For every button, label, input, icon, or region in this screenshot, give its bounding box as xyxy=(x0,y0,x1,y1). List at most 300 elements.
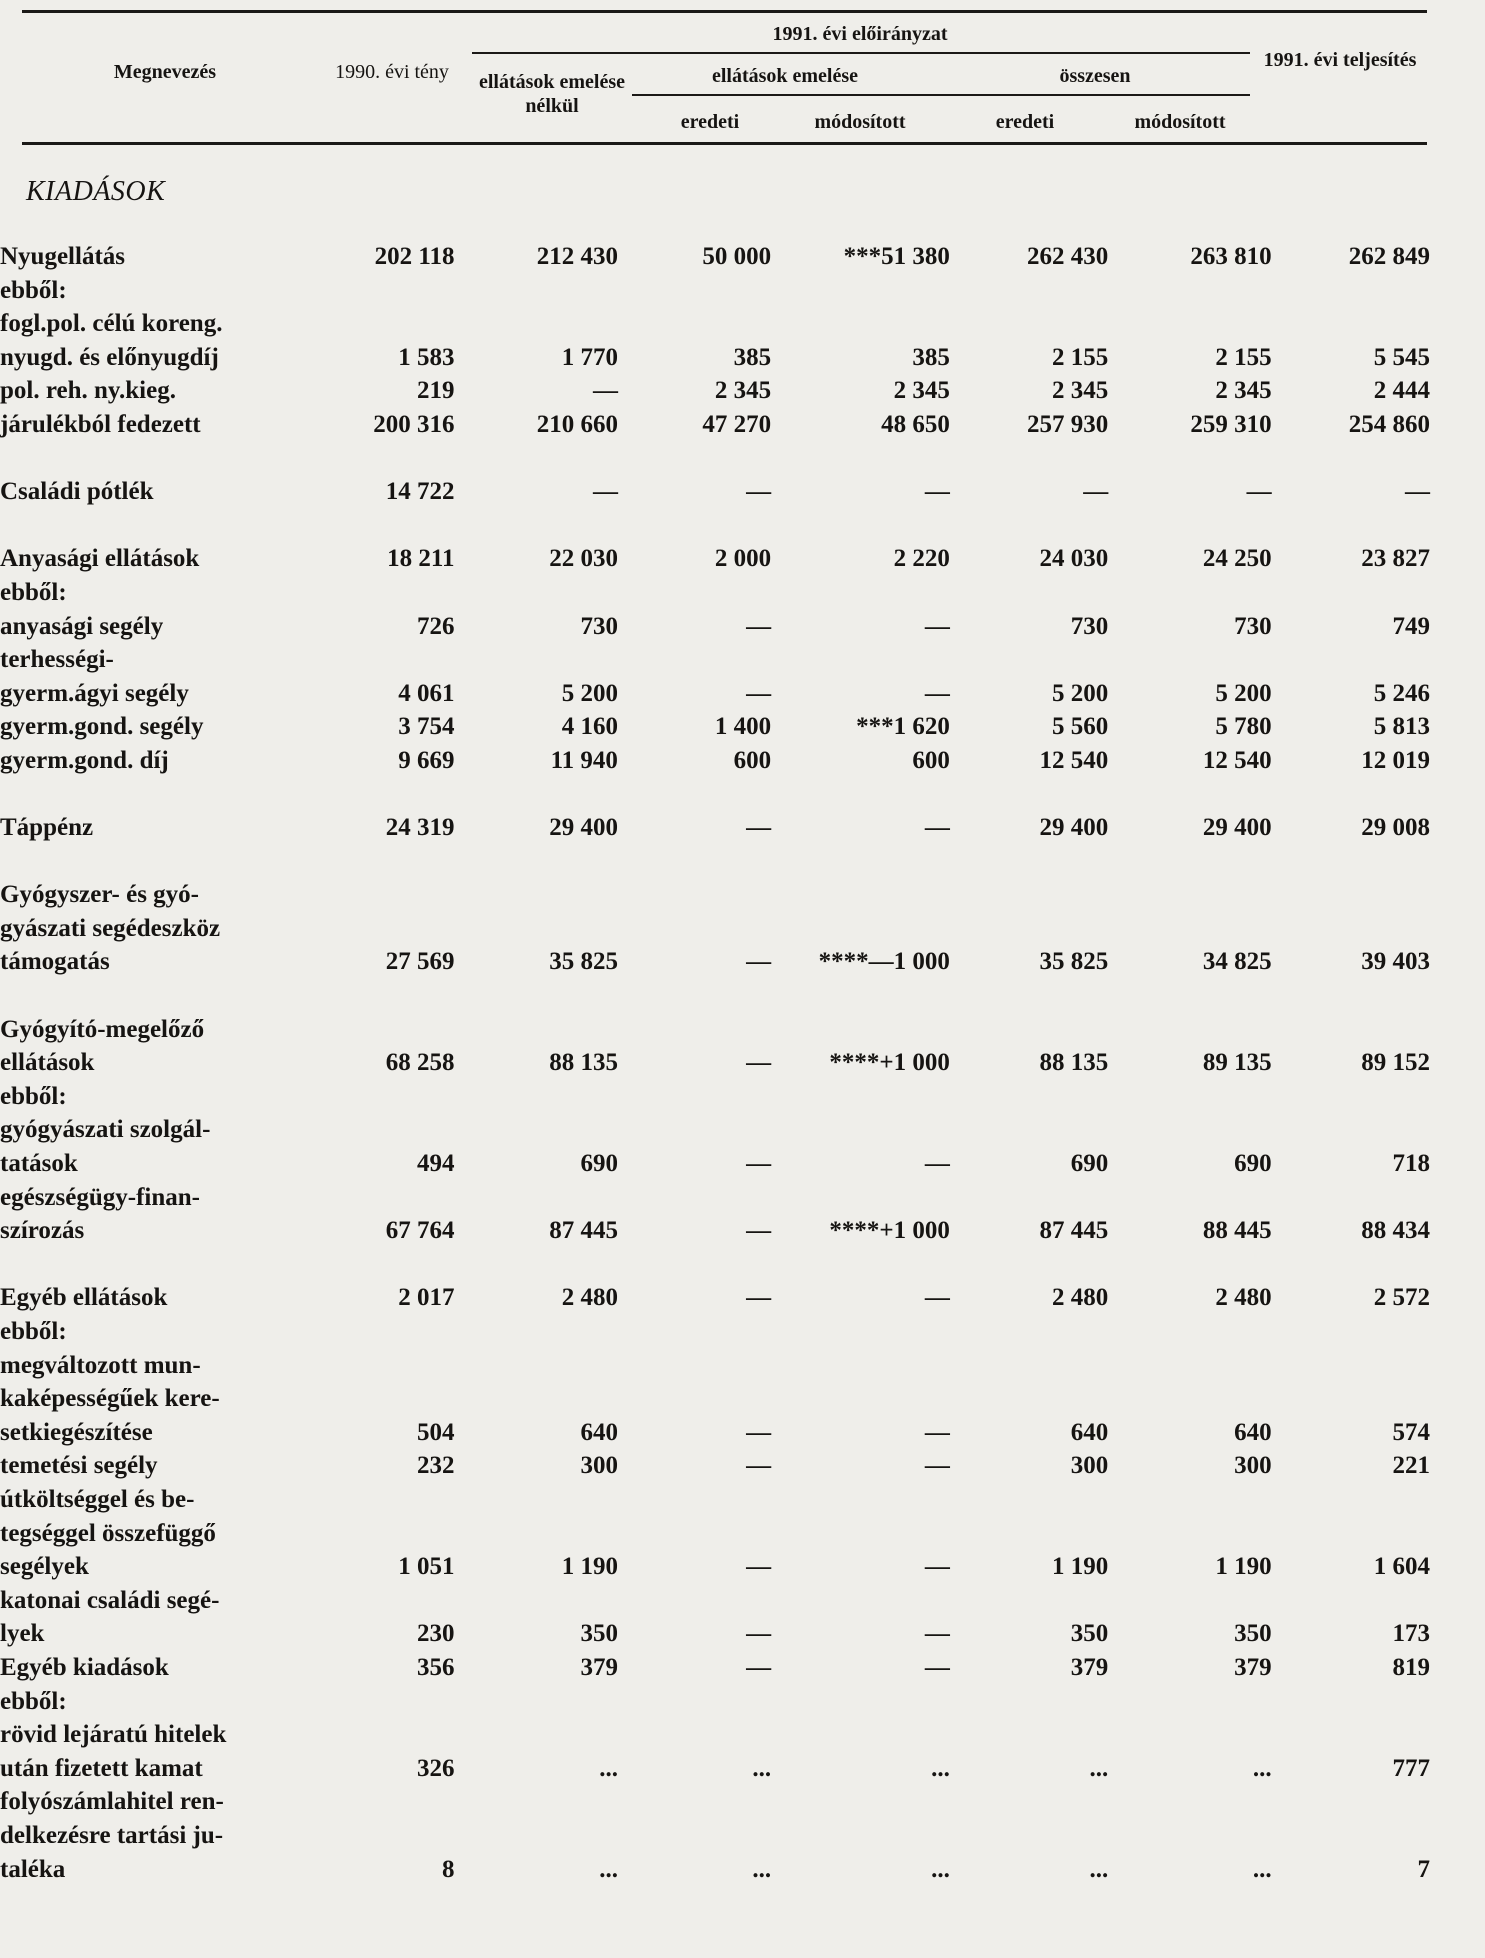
value-cell-c6 xyxy=(1108,1517,1271,1551)
value-cell-c3 xyxy=(618,1315,771,1349)
value-cell-c2 xyxy=(455,643,618,677)
row-label: Gyógyszer- és gyó- xyxy=(0,881,200,909)
table-row xyxy=(0,1819,1430,1853)
value-cell-c5: 87 445 xyxy=(1039,1217,1109,1245)
value-cell-c1 xyxy=(327,274,455,308)
table-row xyxy=(0,677,1430,711)
row-label: ebből: xyxy=(0,578,67,606)
value-cell-c6: ... xyxy=(1252,1855,1272,1883)
row-label-cell xyxy=(0,374,327,408)
value-cell-c2 xyxy=(455,1315,618,1349)
value-cell-c6 xyxy=(1108,1819,1271,1853)
value-cell-c5 xyxy=(950,643,1108,677)
spacer-row xyxy=(0,778,1430,812)
value-cell-c6 xyxy=(1108,1785,1271,1819)
value-cell-c7: 39 403 xyxy=(1361,948,1430,976)
value-cell-c2: 730 xyxy=(580,612,618,640)
value-cell-c7 xyxy=(1272,643,1430,677)
value-cell-c2 xyxy=(455,1517,618,1551)
value-cell-c3 xyxy=(618,643,771,677)
value-cell-c6 xyxy=(1108,1584,1271,1618)
value-cell-c4 xyxy=(771,1483,950,1517)
value-cell-c1: 202 118 xyxy=(374,243,455,270)
value-cell-c4 xyxy=(771,912,950,946)
value-cell-c5: 640 xyxy=(1070,1418,1109,1446)
value-cell-c4 xyxy=(771,1349,950,1383)
value-cell-c2: 35 825 xyxy=(549,948,618,976)
value-cell-c5: 300 xyxy=(1070,1452,1109,1480)
value-cell-c5: 262 430 xyxy=(1026,243,1109,270)
value-cell-c2: ... xyxy=(599,1754,618,1782)
row-label: tegséggel összefüggő xyxy=(0,1519,216,1547)
table-row xyxy=(0,374,1430,408)
value-cell-c4: — xyxy=(924,612,950,640)
row-label: Gyógyító-megelőző xyxy=(0,1015,205,1043)
value-cell-c1 xyxy=(327,643,455,677)
value-cell-c1: 230 xyxy=(417,1620,455,1648)
spacer-cell xyxy=(0,778,1430,812)
row-label: ebből: xyxy=(0,1687,67,1715)
row-label-cell xyxy=(0,475,327,509)
value-cell-c3 xyxy=(618,1785,771,1819)
row-label-cell xyxy=(0,1819,327,1853)
value-cell-c4 xyxy=(771,878,950,912)
value-cell-c1: 1 051 xyxy=(398,1553,455,1581)
row-label: Egyéb ellátások xyxy=(0,1284,168,1312)
table-row xyxy=(0,1449,1430,1483)
value-cell-c3: — xyxy=(746,1150,772,1178)
value-cell-c5: 379 xyxy=(1070,1653,1109,1681)
table-row xyxy=(0,1685,1430,1719)
value-cell-c4: — xyxy=(924,1150,950,1178)
value-cell-c4 xyxy=(771,1315,950,1349)
value-cell-c1 xyxy=(327,1483,455,1517)
value-cell-c4 xyxy=(771,274,950,308)
value-cell-c2 xyxy=(455,1080,618,1114)
row-label: nyugd. és előnyugdíj xyxy=(0,343,219,371)
row-label-cell xyxy=(0,1349,327,1383)
value-cell-c1 xyxy=(327,912,455,946)
value-cell-c6: 88 445 xyxy=(1202,1217,1272,1245)
table-row xyxy=(0,1584,1430,1618)
table-row xyxy=(0,610,1430,644)
row-label: anyasági segély xyxy=(0,612,164,640)
value-cell-c1 xyxy=(327,1349,455,1383)
row-label: delkezésre tartási ju- xyxy=(0,1821,224,1849)
value-cell-c4: ... xyxy=(931,1855,950,1883)
row-label: járulékból fedezett xyxy=(0,410,201,438)
value-cell-c2 xyxy=(455,1819,618,1853)
value-cell-c1: 27 569 xyxy=(385,948,455,976)
value-cell-c6 xyxy=(1108,1013,1271,1047)
table-row xyxy=(0,1349,1430,1383)
value-cell-c5: 24 030 xyxy=(1039,545,1109,573)
value-cell-c1 xyxy=(327,1584,455,1618)
value-cell-c2 xyxy=(455,1718,618,1752)
value-cell-c3: — xyxy=(746,478,772,506)
value-cell-c7 xyxy=(1272,1718,1430,1752)
value-cell-c4 xyxy=(771,1685,950,1719)
row-label-cell xyxy=(0,1080,327,1114)
value-cell-c6: 24 250 xyxy=(1202,545,1272,573)
value-cell-c4 xyxy=(771,1382,950,1416)
value-cell-c2: 1 190 xyxy=(561,1553,618,1581)
value-cell-c3: — xyxy=(746,1653,772,1681)
value-cell-c7 xyxy=(1272,1315,1430,1349)
row-label-cell xyxy=(0,408,327,442)
value-cell-c2: 5 200 xyxy=(561,679,618,707)
table-row xyxy=(0,408,1430,442)
spacer-cell xyxy=(0,979,1430,1013)
row-label-cell xyxy=(0,1617,327,1651)
table-row xyxy=(0,1416,1430,1450)
value-cell-c5 xyxy=(950,1584,1108,1618)
value-cell-c6: 259 310 xyxy=(1190,410,1272,438)
value-cell-c2 xyxy=(455,1181,618,1215)
value-cell-c2 xyxy=(455,1382,618,1416)
spacer-row xyxy=(0,1248,1430,1282)
row-label: után fizetett kamat xyxy=(0,1754,203,1782)
value-cell-c6: 34 825 xyxy=(1202,948,1272,976)
value-cell-c1 xyxy=(327,1819,455,1853)
table-row xyxy=(0,576,1430,610)
row-label-cell xyxy=(0,1517,327,1551)
row-label-cell xyxy=(0,1584,327,1618)
row-label-cell xyxy=(0,945,327,979)
value-cell-c5 xyxy=(950,1483,1108,1517)
value-cell-c1 xyxy=(327,878,455,912)
value-cell-c2 xyxy=(455,1685,618,1719)
row-label-cell xyxy=(0,1315,327,1349)
value-cell-c5: 2 345 xyxy=(1051,377,1109,405)
value-cell-c3: ... xyxy=(752,1754,772,1782)
value-cell-c6 xyxy=(1108,1718,1271,1752)
row-label: gyászati segédeszköz xyxy=(0,914,221,942)
value-cell-c6: — xyxy=(1246,478,1272,506)
value-cell-c6: 12 540 xyxy=(1202,746,1272,774)
value-cell-c2 xyxy=(455,274,618,308)
value-cell-c1: 9 669 xyxy=(398,746,455,774)
value-cell-c5: 690 xyxy=(1070,1150,1109,1178)
value-cell-c4: 48 650 xyxy=(881,410,950,438)
value-cell-c3: — xyxy=(746,679,772,707)
header-modositott-2: módosított xyxy=(1134,111,1226,133)
value-cell-c5 xyxy=(950,1718,1108,1752)
value-cell-c2: 212 430 xyxy=(536,243,618,270)
value-cell-c1 xyxy=(327,1718,455,1752)
row-label-cell xyxy=(0,1651,327,1685)
row-label-cell xyxy=(0,1718,327,1752)
value-cell-c3: 2 000 xyxy=(714,545,772,573)
value-cell-c4: 2 220 xyxy=(893,545,950,573)
row-label-cell xyxy=(0,878,327,912)
table-row xyxy=(0,1113,1430,1147)
section-title: KIADÁSOK xyxy=(26,176,166,207)
value-cell-c1: 18 211 xyxy=(387,545,455,573)
table-row xyxy=(0,945,1430,979)
value-cell-c6: ... xyxy=(1252,1754,1272,1782)
value-cell-c4: — xyxy=(924,1284,950,1312)
header-osszesen: összesen xyxy=(1059,65,1131,87)
value-cell-c7: 718 xyxy=(1392,1150,1430,1178)
value-cell-c4 xyxy=(771,1718,950,1752)
value-cell-c4: 2 345 xyxy=(893,377,950,405)
value-cell-c7: 173 xyxy=(1392,1620,1430,1648)
header-ellatasok-emelese-nelkul: ellátások emelése nélkül xyxy=(478,71,626,117)
value-cell-c5: 2 480 xyxy=(1051,1284,1109,1312)
value-cell-c3 xyxy=(618,1382,771,1416)
value-cell-c5 xyxy=(950,1517,1108,1551)
row-label: kaképességűek kere- xyxy=(0,1385,220,1413)
row-label-cell xyxy=(0,307,327,341)
table-row xyxy=(0,912,1430,946)
row-label: Táppénz xyxy=(0,814,94,842)
value-cell-c3: — xyxy=(746,814,772,842)
row-label-cell xyxy=(0,643,327,677)
value-cell-c5: 12 540 xyxy=(1039,746,1109,774)
value-cell-c4 xyxy=(771,643,950,677)
value-cell-c4: — xyxy=(924,1418,950,1446)
value-cell-c7: 5 813 xyxy=(1373,713,1430,741)
value-cell-c3 xyxy=(618,878,771,912)
row-label-cell xyxy=(0,1013,327,1047)
table-row xyxy=(0,542,1430,576)
value-cell-c3 xyxy=(618,1819,771,1853)
value-cell-c2 xyxy=(455,878,618,912)
spacer-cell xyxy=(0,845,1430,879)
value-cell-c2: ... xyxy=(599,1855,618,1883)
value-cell-c2: 1 770 xyxy=(561,343,618,371)
row-label: tatások xyxy=(0,1150,78,1178)
value-cell-c7 xyxy=(1272,307,1430,341)
row-label: katonai családi segé- xyxy=(0,1586,220,1614)
value-cell-c1 xyxy=(327,307,455,341)
row-label-cell xyxy=(0,811,327,845)
header-1990-teny: 1990. évi tény xyxy=(335,61,449,83)
value-cell-c4 xyxy=(771,1517,950,1551)
row-label-cell xyxy=(0,912,327,946)
value-cell-c5 xyxy=(950,1013,1108,1047)
value-cell-c6 xyxy=(1108,1181,1271,1215)
value-cell-c7: 29 008 xyxy=(1361,814,1430,842)
table-row xyxy=(0,1214,1430,1248)
value-cell-c7: 254 860 xyxy=(1348,410,1430,438)
value-cell-c4: 385 xyxy=(912,343,950,371)
row-label-cell xyxy=(0,610,327,644)
row-label: útköltséggel és be- xyxy=(0,1485,195,1513)
value-cell-c7 xyxy=(1272,1819,1430,1853)
value-cell-c2 xyxy=(455,1349,618,1383)
value-cell-c3: — xyxy=(746,1620,772,1648)
value-cell-c1 xyxy=(327,1685,455,1719)
value-cell-c7: 749 xyxy=(1392,612,1430,640)
row-label-cell xyxy=(0,1113,327,1147)
table-row xyxy=(0,1550,1430,1584)
value-cell-c6 xyxy=(1108,1349,1271,1383)
row-label-cell xyxy=(0,1483,327,1517)
row-label: ebből: xyxy=(0,1082,67,1110)
header-eredeti-1: eredeti xyxy=(680,111,740,133)
value-cell-c1 xyxy=(327,1113,455,1147)
value-cell-c3 xyxy=(618,1685,771,1719)
value-cell-c6: 730 xyxy=(1234,612,1272,640)
spacer-cell xyxy=(0,442,1430,476)
table-row xyxy=(0,1617,1430,1651)
value-cell-c6: 690 xyxy=(1234,1150,1272,1178)
value-cell-c1: 326 xyxy=(417,1754,455,1782)
header-ellatasok-emelese: ellátások emelése xyxy=(711,65,859,87)
table-row xyxy=(0,1080,1430,1114)
value-cell-c5 xyxy=(950,1382,1108,1416)
value-cell-c2: 690 xyxy=(580,1150,618,1178)
value-cell-c6: 379 xyxy=(1234,1653,1272,1681)
row-label-cell xyxy=(0,542,327,576)
value-cell-c6 xyxy=(1108,1315,1271,1349)
value-cell-c7 xyxy=(1272,912,1430,946)
value-cell-c2 xyxy=(455,1113,618,1147)
value-cell-c7 xyxy=(1272,878,1430,912)
value-cell-c5: 35 825 xyxy=(1039,948,1109,976)
value-cell-c1: 200 316 xyxy=(373,410,455,438)
value-cell-c3: 47 270 xyxy=(702,410,772,438)
value-cell-c2 xyxy=(455,576,618,610)
header-1991-eloiranyzat: 1991. évi előirányzat xyxy=(772,23,948,45)
value-cell-c6 xyxy=(1108,878,1271,912)
row-label-cell xyxy=(0,710,327,744)
row-label-cell xyxy=(0,576,327,610)
value-cell-c6: 2 155 xyxy=(1215,343,1272,371)
value-cell-c1: 4 061 xyxy=(398,679,455,707)
value-cell-c7: 2 444 xyxy=(1373,377,1430,405)
value-cell-c5 xyxy=(950,1080,1108,1114)
table-row xyxy=(0,1281,1430,1315)
value-cell-c6: 640 xyxy=(1234,1418,1272,1446)
value-cell-c3 xyxy=(618,307,771,341)
table-row xyxy=(0,1718,1430,1752)
value-cell-c6: 89 135 xyxy=(1202,1049,1272,1077)
value-cell-c3 xyxy=(618,1181,771,1215)
value-cell-c7: 2 572 xyxy=(1373,1284,1430,1312)
value-cell-c2: 87 445 xyxy=(549,1217,618,1245)
value-cell-c5: ... xyxy=(1089,1754,1109,1782)
value-cell-c4 xyxy=(771,1584,950,1618)
value-cell-c6 xyxy=(1108,1113,1271,1147)
value-cell-c6 xyxy=(1108,1382,1271,1416)
row-label-cell xyxy=(0,1752,327,1786)
value-cell-c6 xyxy=(1108,1080,1271,1114)
row-label: gyerm.ágyi segély xyxy=(0,679,189,707)
value-cell-c2: 640 xyxy=(580,1418,618,1446)
table-row xyxy=(0,1752,1430,1786)
value-cell-c5 xyxy=(950,912,1108,946)
value-cell-c4 xyxy=(771,576,950,610)
value-cell-c7: 88 434 xyxy=(1361,1217,1430,1245)
table-row xyxy=(0,710,1430,744)
header-eredeti-2: eredeti xyxy=(995,111,1055,133)
value-cell-c3 xyxy=(618,274,771,308)
value-cell-c4: — xyxy=(924,814,950,842)
value-cell-c7 xyxy=(1272,576,1430,610)
value-cell-c3: — xyxy=(746,1284,772,1312)
value-cell-c6 xyxy=(1108,307,1271,341)
row-label: Családi pótlék xyxy=(0,478,154,506)
value-cell-c7: 574 xyxy=(1392,1418,1430,1446)
row-label: terhességi- xyxy=(0,646,114,674)
value-cell-c7: 7 xyxy=(1417,1855,1430,1883)
value-cell-c5 xyxy=(950,1315,1108,1349)
value-cell-c5: 730 xyxy=(1070,612,1109,640)
value-cell-c3 xyxy=(618,1113,771,1147)
value-cell-c7: 23 827 xyxy=(1361,545,1430,573)
value-cell-c1 xyxy=(327,576,455,610)
header-megnevezes: Megnevezés xyxy=(113,61,217,83)
header-bottom-rule xyxy=(22,142,1427,145)
spacer-row xyxy=(0,845,1430,879)
row-label: támogatás xyxy=(0,948,110,976)
row-label: ellátások xyxy=(0,1049,95,1077)
table-row xyxy=(0,1785,1430,1819)
value-cell-c3 xyxy=(618,1517,771,1551)
row-label-cell xyxy=(0,1181,327,1215)
value-cell-c1: 2 017 xyxy=(398,1284,455,1312)
table-row xyxy=(0,878,1430,912)
value-cell-c4: — xyxy=(924,679,950,707)
value-cell-c5: 88 135 xyxy=(1039,1049,1109,1077)
value-cell-c7: 262 849 xyxy=(1348,243,1430,270)
row-label-cell xyxy=(0,1147,327,1181)
value-cell-c7: 1 604 xyxy=(1373,1553,1430,1581)
table-row xyxy=(0,1181,1430,1215)
row-label: folyószámlahitel ren- xyxy=(0,1788,224,1816)
spacer-cell xyxy=(0,509,1430,543)
value-cell-c6 xyxy=(1108,643,1271,677)
value-cell-c2: 379 xyxy=(580,1653,618,1681)
value-cell-c3: — xyxy=(746,1452,772,1480)
value-cell-c1: 219 xyxy=(417,377,455,405)
value-cell-c3: 2 345 xyxy=(714,377,772,405)
spacer-row xyxy=(0,509,1430,543)
header-modositott-1: módosított xyxy=(814,111,906,133)
row-label-cell xyxy=(0,1046,327,1080)
value-cell-c7 xyxy=(1272,1113,1430,1147)
value-cell-c6 xyxy=(1108,912,1271,946)
value-cell-c6: 29 400 xyxy=(1202,814,1272,842)
value-cell-c1: 504 xyxy=(417,1418,455,1446)
row-label-cell xyxy=(0,274,327,308)
value-cell-c2: — xyxy=(592,478,618,506)
value-cell-c3: 50 000 xyxy=(702,243,772,270)
value-cell-c4 xyxy=(771,1013,950,1047)
value-cell-c1: 14 722 xyxy=(385,478,455,506)
value-cell-c4: — xyxy=(924,1452,950,1480)
row-label-cell xyxy=(0,1416,327,1450)
value-cell-c7 xyxy=(1272,1584,1430,1618)
value-cell-c3: — xyxy=(746,948,772,976)
value-cell-c3: ... xyxy=(752,1855,772,1883)
row-label: egészségügy-finan- xyxy=(0,1183,200,1211)
header-rule-eloiranyzat xyxy=(472,52,1250,54)
value-cell-c5: 257 930 xyxy=(1026,410,1109,438)
value-cell-c3: — xyxy=(746,1418,772,1446)
value-cell-c2: 350 xyxy=(580,1620,618,1648)
value-cell-c2 xyxy=(455,1483,618,1517)
row-label: gyerm.gond. díj xyxy=(0,746,169,774)
value-cell-c2: 11 940 xyxy=(550,746,618,774)
value-cell-c5 xyxy=(950,1785,1108,1819)
value-cell-c4 xyxy=(771,1819,950,1853)
row-label: pol. reh. ny.kieg. xyxy=(0,377,176,405)
value-cell-c5: 350 xyxy=(1070,1620,1109,1648)
